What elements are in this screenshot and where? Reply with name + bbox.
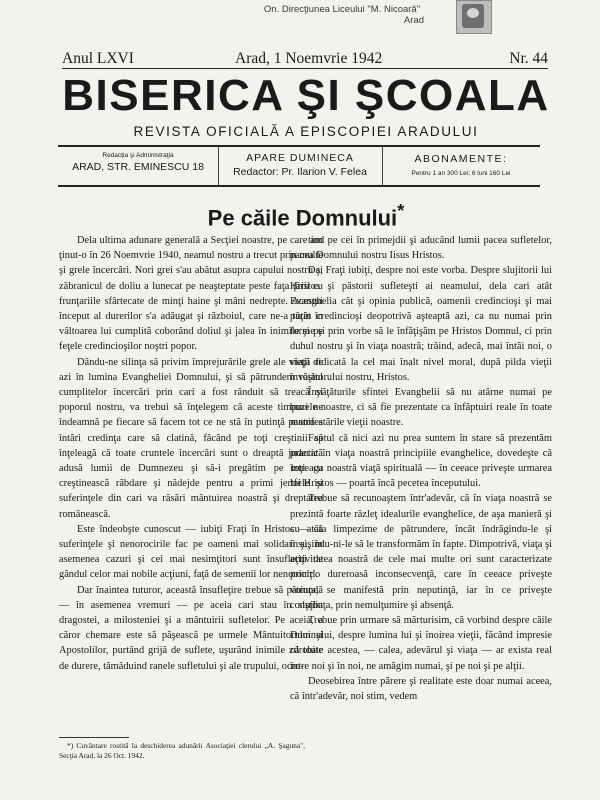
editor-label: Redactor: Pr. Ilarion V. Felea [233, 166, 367, 178]
issue-number: Nr. 44 [509, 50, 548, 67]
stamp-line-1: On. Direcţiunea Liceului "M. Nicoară" [263, 4, 421, 15]
article-title [80, 200, 532, 231]
admin-label: Redacţia şi Administraţia [102, 152, 174, 159]
subscription-label: ABONAMENTE: [414, 153, 508, 165]
masthead-title: BISERICA ŞI ŞCOALA [62, 71, 550, 120]
footnote: *) Cuvântare rostită la deschiderea adunării Asociaţiei clerului „A. Şaguna", Secţia Arad, la 26 Oct. 1942. [59, 741, 305, 760]
publication-cell [218, 147, 383, 185]
paragraph: tind pe cei în primejdii şi aducând lumii pacea sufletelor, pacea Domnului nostru Iisus Hristos. [290, 235, 552, 262]
paragraph: Învăţăturile sfintei Evanghelii să nu atârne numai pe buzele noastre, ci să fie prezentate ca înfăptuiri reale în toate manifestările vieţii noastre. [290, 387, 552, 429]
footnote-rule [59, 737, 129, 738]
paragraph: Dându-ne silinţa să privim împrejurările grele ale vieţii de azi în lumina Evangheliei Domnului, şi să pătrundem rostul cumplitelor încercări prin cari a fost rânduit să treacă şi poporul nostru, va trebui să înţelegem că aceste timpuri ne îndeamnă pe fiecare să facem tot ce ne stă în putinţă pentru a întări credinţa care să clatină, făcând pe toţi creştinii să înţeleagă că toate cruntele încercări sunt o dreaptă judecată adusă lumii de Dumnezeu şi să-i pregătim pe toţi cu creştinească răbdare şi nădejde pentru a primi jertfele şi suferinţele din cari va răsări mântuirea noastră şi dreptatea românească. [59, 356, 323, 520]
article-column-left [59, 233, 323, 674]
footnote-marker: * [397, 200, 405, 221]
admin-cell [58, 147, 219, 185]
article-title-text: Pe căile Domnului [207, 205, 398, 231]
info-bar [58, 145, 540, 187]
appears-label: APARE DUMINECA [246, 152, 354, 164]
paragraph: Trebue prin urmare să mărturisim, că vorbind despre căile Domnului, despre lumina lui şi înoirea vieţii, făcând impresie că toate acestea, — calea, adevărul şi viaţa — ar exista real între noi şi în noi, ne amăgim numai, şi pe noi şi pe alţii. [290, 615, 552, 672]
paragraph: Dela ultima adunare generală a Secţiei noastre, pe care am ţinut-o în 26 Noemvrie 1940, neamul nostru a trecut prin multe şi grele încercări. Nori grei s'au abătut asupra capului nostru şi zăbranicul de doliu a lunecat pe neaşteptate peste faţa ţării cu frunţariile sfârtecate de minţi haine şi mâni nedrepte. Acestui început al durerilor s'a adăugat şi războiul, care ne-a târât în vâltoarea lui cumplită coborând doliul şi jalea în inimile şi pe feţele credincioşilor noştri popor. [59, 235, 323, 353]
issue-meta-row [62, 50, 548, 69]
library-stamp [222, 4, 462, 26]
masthead-subtitle: REVISTA OFICIALĂ A EPISCOPIEI ARADULUI [133, 124, 479, 139]
seal-image [456, 0, 492, 34]
subscription-cell [382, 147, 540, 185]
paragraph: Dar înaintea tuturor, această însufleţire trebue să pătrundă — în asemenea vremuri — pe aceia cari stau în slujba dragostei, a milosteniei şi a mântuirii sufletelor. Pe aceia, a căror chemare este să păşească pe urmele Mântuitorului şi Apostolilor, purtând grijă de suflete, uşurând inimile zdrobite de durere, tămăduind ranele sufletului şi ale trupului, ocro- [59, 584, 323, 672]
paragraph: Deosebirea între părere şi realitate este doar numai aceea, că într'adevăr, noi stim, vedem [290, 675, 552, 703]
article-column-right [290, 233, 552, 704]
paragraph: Este îndeobşte cunoscut — iubiţi Fraţi în Hristos — că suferinţele şi nenorocirile fac pe oameni mai solidari şi, în asemenea cazuri şi cei mai nesimţitori sunt însufleţiţi de gândul celor mai nobile acţiuni, faţă de semenii lor nenorociţi. [59, 523, 323, 581]
paragraph: Da, Fraţi iubiţi, despre noi este vorba. Despre slujitorii lui Hristos şi păstorii sufleteşti ai neamului, dela cari atât Evanghelia cât şi opinia publică, oamenii credincioşi şi mai puţin credincioşi deopotrivă aşteaptă azi, ca nu numai prin forme şi prin vorbe să le înfăţişăm pe Hristos Domnul, ci prin duhul nostru şi în viaţa noastră; trăind, adecă, mai întâi noi, o viaţă ridicată la cel mai înalt nivel moral, după pilda vieţii învăţătorului nostru, Hristos. [290, 265, 552, 383]
subscription-terms: Pentru 1 an 300 Lei; 6 luni 160 Lei [411, 170, 511, 177]
issue-date: Arad, 1 Noemvrie 1942 [235, 50, 383, 67]
paragraph: Faptul că nici azi nu prea suntem în stare să prezentăm practic în viaţa noastră principiile evanghelice, dovedeşte că întreaga noastră viaţă spirituală — în ceeace priveşte urmarea lui Hristos — poartă încă pecetea începutului. [290, 432, 552, 490]
admin-address: ARAD, STR. EMINESCU 18 [72, 161, 204, 173]
paragraph: Trebue să recunoaştem într'adevăr, că în viaţa noastră se prezintă foarte răzleţ idealurile evanghelice, de aşa manieră şi cu atâta limpezime de pătrundere, încât îndrăgindu-le şi însuşindu-ni-le să le transformăm în fapte. Dimpotrivă, viaţa şi activitatea noastră de cele mai multe ori sunt caracterizate printr'o dureroasă inconsecvenţă, care în ceeace priveşte voinţa, se manifestă prin neputinţă, iar în ce priveşte conştiinţa, prin nemulţumire şi absenţă. [290, 493, 552, 611]
stamp-line-2: Arad [403, 15, 424, 26]
volume-label: Anul LXVI [62, 50, 134, 67]
